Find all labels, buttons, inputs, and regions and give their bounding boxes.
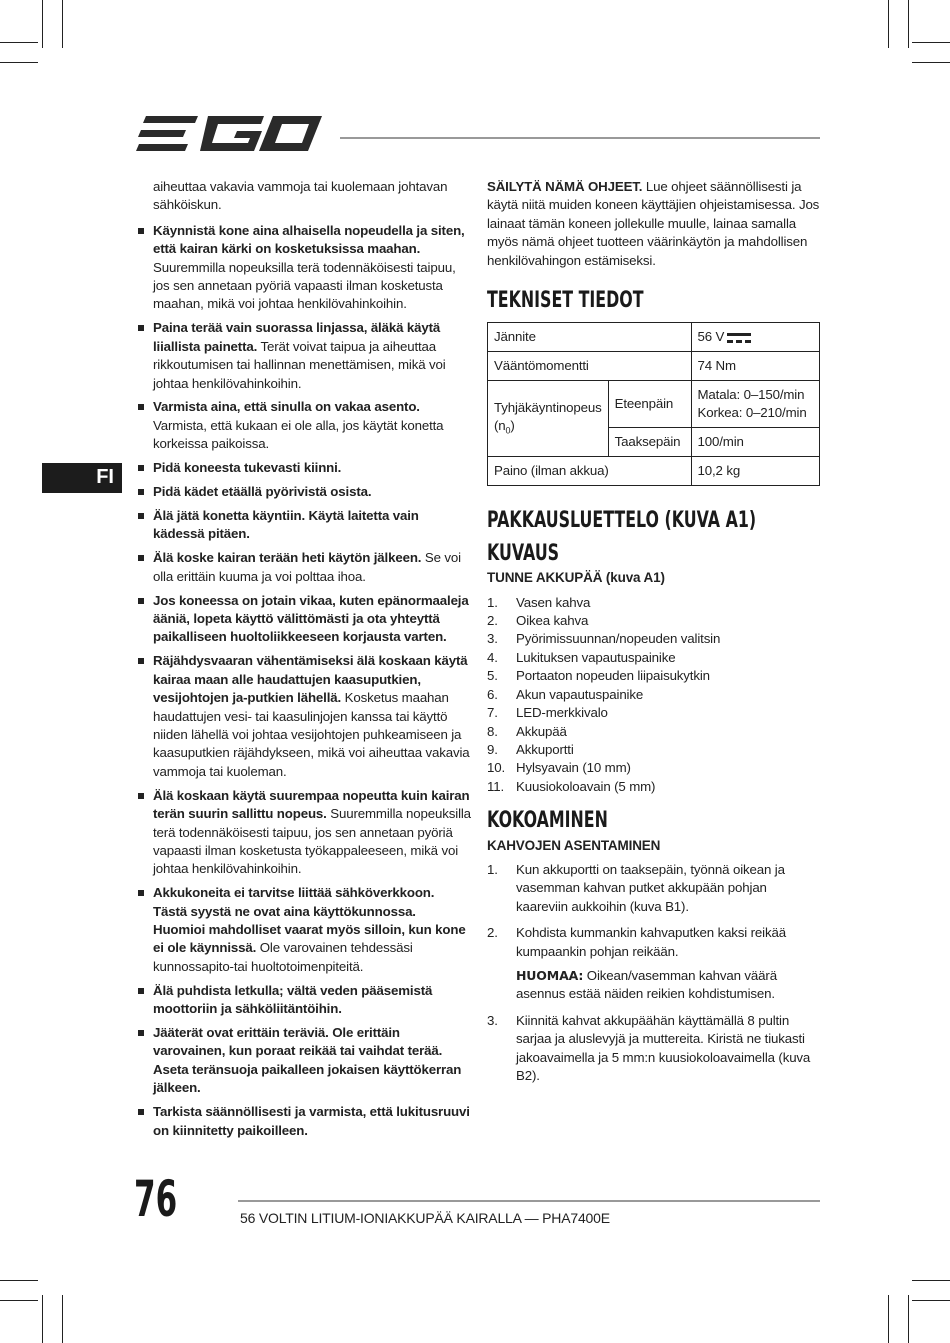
crop-mark: [0, 62, 38, 63]
list-item: [487, 704, 822, 722]
list-item: [487, 723, 822, 741]
crop-mark: [908, 0, 909, 48]
parts-list: [487, 594, 822, 796]
speed-symbol: (n: [494, 417, 506, 433]
continuation-text: aiheuttaa vakavia vammoja tai kuolemaan johtavan sähköiskun.: [153, 179, 448, 213]
table-row: [488, 381, 820, 428]
voltage-value: 56 V: [697, 329, 725, 345]
torque-label: Vääntömomentti: [488, 352, 692, 381]
reverse-value: 100/min: [691, 428, 820, 457]
table-row: [488, 457, 820, 486]
forward-label: Eteenpäin: [608, 381, 691, 428]
part-number: 6.: [487, 686, 498, 702]
safety-bullet: [136, 222, 471, 314]
part-name: Kuusiokoloavain (5 mm): [516, 778, 656, 794]
safety-bullet: [136, 1024, 471, 1098]
note-item: [487, 967, 822, 1004]
specs-table: [487, 322, 820, 486]
part-name: Pyörimissuunnan/nopeuden valitsin: [516, 631, 721, 647]
forward-value-low: Matala: 0–150/min: [697, 387, 805, 403]
language-tab: [42, 463, 122, 493]
bullet-square-icon: [138, 228, 144, 234]
speed-label-cell: [488, 381, 609, 457]
part-name: Oikea kahva: [516, 613, 589, 629]
bullet-normal-text: Varmista, että kukaan ei ole alla, jos käytät konetta korkeissa paikoissa.: [153, 417, 444, 452]
safety-bullet: [136, 549, 471, 586]
crop-mark: [42, 1295, 43, 1343]
list-item: [487, 741, 822, 759]
assembly-heading: KOKOAMINEN: [487, 808, 608, 834]
list-item: [487, 630, 822, 648]
part-name: Akkupää: [516, 723, 567, 739]
bullet-bold-text: Varmista aina, että sinulla on vakaa asento.: [153, 399, 420, 415]
bullet-square-icon: [138, 1030, 144, 1036]
safety-bullet: [136, 884, 471, 976]
right-column: [487, 178, 822, 1085]
bullet-normal-text: Suuremmilla nopeuksilla terä todennäköisesti taipuu, jos sen annetaan pyöriä vapaasti ilman kosketusta maahan, mikä voi johtaa henkilövahinkoihin.: [153, 259, 456, 312]
part-number: 9.: [487, 741, 498, 757]
part-number: 8.: [487, 723, 498, 739]
crop-mark: [62, 1295, 63, 1343]
bullet-square-icon: [138, 404, 144, 410]
bullet-square-icon: [138, 988, 144, 994]
safety-bullet: [136, 319, 471, 393]
bullet-square-icon: [138, 489, 144, 495]
step-text: Kun akkuportti on taaksepäin, työnnä oikean ja vasemman kahvan putket akkupään pohjan kaareviin aukkoihin (kuva B1).: [516, 861, 785, 914]
bullet-normal-text: Terät voivat taipua ja aiheuttaa rikkoutumisen tai hallinnan menettämisen, mikä voi johtaa henkilövahinkoihin.: [153, 338, 446, 391]
bullet-square-icon: [138, 555, 144, 561]
safety-bullet: [136, 507, 471, 544]
safety-bullet: [136, 787, 471, 879]
part-name: LED-merkkivalo: [516, 705, 608, 721]
bullet-square-icon: [138, 465, 144, 471]
bullet-bold-text: Älä koskaan käytä suurempaa nopeutta kuin kairan terän suurin sallittu nopeus.: [153, 787, 470, 822]
crop-mark: [912, 62, 950, 63]
safety-bullet: [136, 592, 471, 647]
bullet-normal-text: Kosketus maahan haudattujen vesi- tai kaasulinjojen kanssa tai käyttö niiden lähellä voi johtaa vesijohtojen puhkeamiseen ja kaasuputkien räjähdykseen, mikä voi aiheuttaa vakavia vammoja tai kuoleman.: [153, 690, 470, 779]
bullet-bold-text: Jääterät ovat erittäin teräviä. Ole erittäin varovainen, kun poraat reikää tai vaihdat terää. Aseta teränsuoja paikalleen jokaisen käyttökerran jälkeen.: [153, 1025, 462, 1096]
bullet-square-icon: [138, 793, 144, 799]
description-heading: KUVAUS: [487, 540, 560, 566]
step-text: Kiinnitä kahvat akkupäähän käyttämällä 8 pultin sarjaa ja aluslevyjä ja muttereita. Kiristä ne tiukasti jakoavaimella ja 5 mm:n kuusiokoloavaimella (kuva B2).: [516, 1012, 811, 1083]
safety-bullet: [136, 398, 471, 453]
handles-heading: KAHVOJEN ASENTAMINEN: [487, 837, 661, 853]
part-number: 4.: [487, 649, 498, 665]
tech-heading: TEKNISET TIEDOT: [487, 288, 644, 314]
crop-mark: [42, 0, 43, 48]
bullet-bold-text: Älä jätä konetta käyntiin. Käytä laitetta vain kädessä pitäen.: [153, 508, 419, 542]
safety-bullet: [136, 1103, 471, 1140]
list-item: [487, 759, 822, 777]
part-number: 10.: [487, 760, 506, 776]
bullet-bold-text: Akkukoneita ei tarvitse liittää sähköverkkoon. Tästä syystä ne ovat aina käyttökunnossa. Huomioi mahdolliset vaarat myös silloin, kun kone ei ole käynnissä.: [153, 885, 466, 956]
forward-value-cell: [691, 381, 820, 428]
bullet-square-icon: [138, 325, 144, 331]
bullet-square-icon: [138, 598, 144, 604]
speed-label: Tyhjäkäyntinopeus: [494, 399, 602, 415]
part-name: Lukituksen vapautuspainike: [516, 649, 676, 665]
step-number: 3.: [487, 1012, 498, 1028]
bullet-bold-text: Tarkista säännöllisesti ja varmista, että lukitusruuvi on kiinnitetty paikoilleen.: [153, 1104, 470, 1138]
know-heading: TUNNE AKKUPÄÄ (kuva A1): [487, 570, 665, 586]
assembly-steps: [487, 861, 822, 1085]
left-column: [136, 178, 471, 1146]
crop-mark: [888, 0, 889, 48]
bullet-normal-text: Ole varovainen tehdessäsi kunnossapito-tai huoltotoimenpiteitä.: [153, 940, 413, 974]
save-instructions: [487, 178, 822, 270]
save-instructions-bold: SÄILYTÄ NÄMÄ OHJEET.: [487, 179, 643, 194]
bullet-square-icon: [138, 658, 144, 664]
part-number: 11.: [487, 778, 505, 794]
bullet-bold-text: Paina terää vain suorassa linjassa, äläkä käytä liiallista painetta.: [153, 320, 441, 354]
part-number: 2.: [487, 613, 498, 629]
safety-bullet: [136, 652, 471, 781]
part-name: Akkuportti: [516, 741, 574, 757]
bullet-normal-text: Suuremmilla nopeuksilla terä todennäköisesti taipuu, jos sen annetaan pyöriä vapaasti ilman kosketusta työkappaleeseen, mikä voi johtaa henkilövahinkoihin.: [153, 806, 471, 877]
note-label: HUOMAA:: [516, 967, 584, 983]
step-text: Kohdista kummankin kahvaputken kaksi reikää kumpaankin pohjan reikään.: [516, 925, 786, 959]
footer-title: 56 VOLTIN LITIUM-IONIAKKUPÄÄ KAIRALLA — PHA7400E: [240, 1210, 610, 1226]
crop-mark: [0, 1300, 38, 1301]
crop-mark: [888, 1295, 889, 1343]
header-rule: [340, 137, 820, 139]
list-item: [487, 686, 822, 704]
bullet-bold-text: Pidä koneesta tukevasti kiinni.: [153, 460, 342, 476]
crop-mark: [62, 0, 63, 48]
language-tab-label: FI: [96, 466, 114, 488]
part-number: 7.: [487, 705, 498, 721]
crop-mark: [912, 42, 950, 43]
page-number: 76: [134, 1170, 178, 1228]
part-name: Akun vapautuspainike: [516, 686, 644, 702]
list-item: [487, 861, 822, 916]
bullet-bold-text: Käynnistä kone aina alhaisella nopeudella ja siten, että kairan kärki on kosketuksissa maahan.: [153, 222, 465, 257]
safety-bullet: [136, 459, 471, 477]
torque-value: 74 Nm: [691, 352, 820, 381]
reverse-label: Taaksepäin: [608, 428, 691, 457]
list-item: [487, 594, 822, 612]
bullet-normal-text: Se voi olla erittäin kuuma ja voi polttaa ihoa.: [153, 550, 461, 584]
bullet-bold-text: Räjähdysvaaran vähentämiseksi älä koskaan käytä kairaa maan alle haudattujen kaasuputkien, vesijohtojen ja-putkien lähellä.: [153, 653, 468, 706]
list-item: [487, 924, 822, 961]
weight-label: Paino (ilman akkua): [488, 457, 692, 486]
voltage-value-cell: [691, 323, 820, 352]
step-number: 2.: [487, 925, 498, 941]
voltage-label: Jännite: [488, 323, 692, 352]
step-number: 1.: [487, 861, 498, 877]
safety-bullet-list: [136, 222, 471, 1140]
save-instructions-text: Lue ohjeet säännöllisesti ja käytä niitä muiden koneen käyttäjien ohjeistamisessa. Jos lainaat tämän koneen jollekulle muulle, lainaa samalla myös nämä ohjeet tuotteen väärinkäytön ja mahdollisen henkilövahingon estämiseksi.: [487, 179, 820, 268]
list-item: [487, 649, 822, 667]
weight-value: 10,2 kg: [691, 457, 820, 486]
crop-mark: [0, 1280, 38, 1281]
part-name: Vasen kahva: [516, 594, 591, 610]
part-number: 1.: [487, 594, 498, 610]
crop-mark: [912, 1280, 950, 1281]
part-number: 3.: [487, 631, 498, 647]
list-item: [487, 1012, 822, 1086]
footer-rule: [238, 1200, 820, 1202]
part-name: Portaaton nopeuden liipaisukytkin: [516, 668, 710, 684]
note-text: Oikean/vasemman kahvan väärä asennus estää näiden reikien kohdistumisen.: [516, 967, 777, 1002]
bullet-square-icon: [138, 1109, 144, 1115]
table-row: [488, 323, 820, 352]
list-item: [487, 667, 822, 685]
safety-bullet: [136, 982, 471, 1019]
part-name: Hylsyavain (10 mm): [516, 760, 631, 776]
part-number: 5.: [487, 668, 498, 684]
speed-symbol-close: ): [510, 417, 515, 433]
bullet-bold-text: Jos koneessa on jotain vikaa, kuten epänormaaleja ääniä, lopeta käyttö välittömästi ja ota yhteyttä paikalliseen huoltoliikkeeseen korjausta varten.: [153, 592, 469, 645]
table-row: [488, 352, 820, 381]
bullet-bold-text: Älä puhdista letkulla; vältä veden pääsemistä moottoriin ja sähköliitäntöihin.: [153, 982, 433, 1017]
forward-value-high: Korkea: 0–210/min: [697, 405, 807, 421]
dc-symbol-icon: [727, 332, 751, 344]
list-item: [487, 612, 822, 630]
bullet-bold-text: Älä koske kairan terään heti käytön jälkeen.: [153, 550, 422, 566]
ego-logo: [136, 116, 322, 158]
crop-mark: [0, 42, 38, 43]
list-item: [487, 778, 822, 796]
package-heading: PAKKAUSLUETTELO (KUVA A1): [487, 508, 757, 534]
bullet-square-icon: [138, 890, 144, 896]
bullet-bold-text: Pidä kädet etäällä pyörivistä osista.: [153, 484, 372, 500]
bullet-square-icon: [138, 513, 144, 519]
speed-symbol-sub: 0: [505, 425, 511, 436]
safety-bullet: [136, 483, 471, 501]
crop-mark: [908, 1295, 909, 1343]
crop-mark: [912, 1300, 950, 1301]
